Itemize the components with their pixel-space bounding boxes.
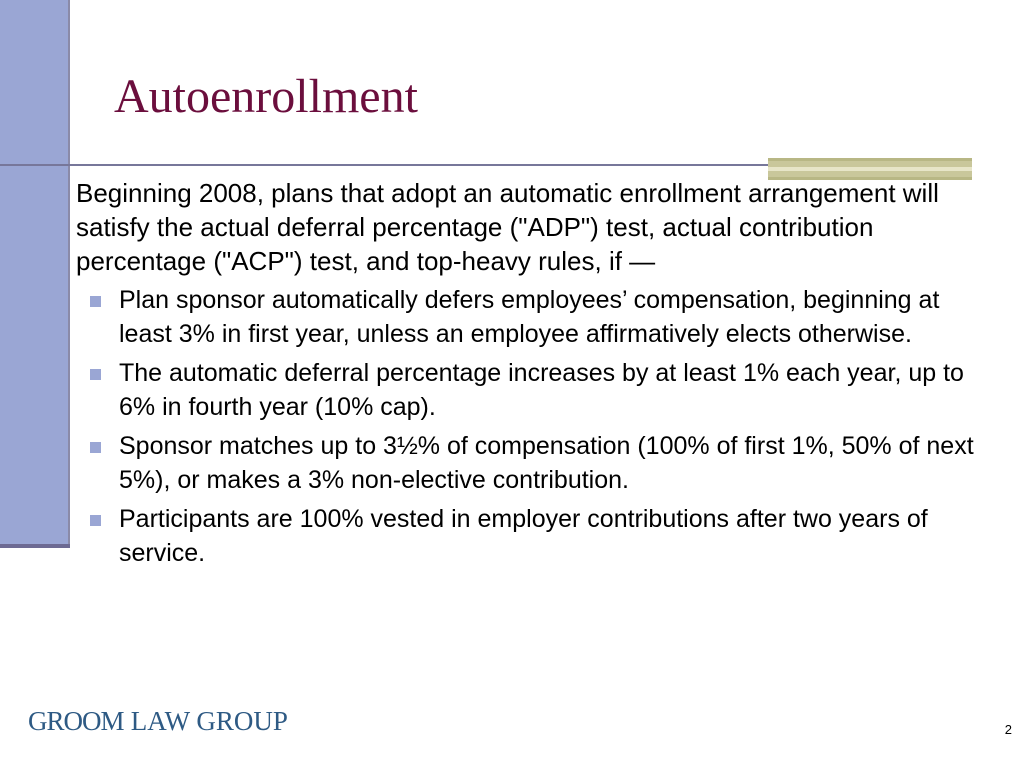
bullet-text: Participants are 100% vested in employer contributions after two years of service. (119, 505, 928, 567)
left-bar-edge (68, 0, 70, 548)
logo-law-group: LAW GROUP (130, 706, 288, 736)
bullet-text: Plan sponsor automatically defers employees’ compensation, beginning at least 3% in first year, unless an employee affirmatively elects otherwise. (119, 286, 940, 348)
bullet-text: Sponsor matches up to 3½% of compensation (100% of first 1%, 50% of next 5%), or makes a 3% non-elective contribution. (119, 432, 974, 494)
square-bullet-icon (90, 296, 101, 307)
slide-body (76, 176, 976, 576)
intro-paragraph: Beginning 2008, plans that adopt an automatic enrollment arrangement will satisfy the actual deferral percentage ("ADP") test, actual contribution percentage ("ACP") test, and top-heavy rules, if — (76, 178, 939, 276)
list-item (76, 503, 976, 570)
bullet-list (76, 284, 976, 570)
logo-groom: GROOM (28, 706, 124, 736)
left-decorative-bar (0, 0, 68, 546)
list-item (76, 430, 976, 497)
square-bullet-icon (90, 515, 101, 526)
list-item (76, 284, 976, 351)
bullet-text: The automatic deferral percentage increases by at least 1% each year, up to 6% in fourth year (10% cap). (119, 359, 964, 421)
list-item (76, 357, 976, 424)
slide-title: Autoenrollment (114, 70, 418, 123)
page-number: 2 (1004, 722, 1012, 737)
left-bar-bottom-rule (0, 544, 70, 548)
title-divider (0, 164, 770, 166)
square-bullet-icon (90, 369, 101, 380)
groom-law-group-logo (28, 704, 288, 738)
square-bullet-icon (90, 442, 101, 453)
